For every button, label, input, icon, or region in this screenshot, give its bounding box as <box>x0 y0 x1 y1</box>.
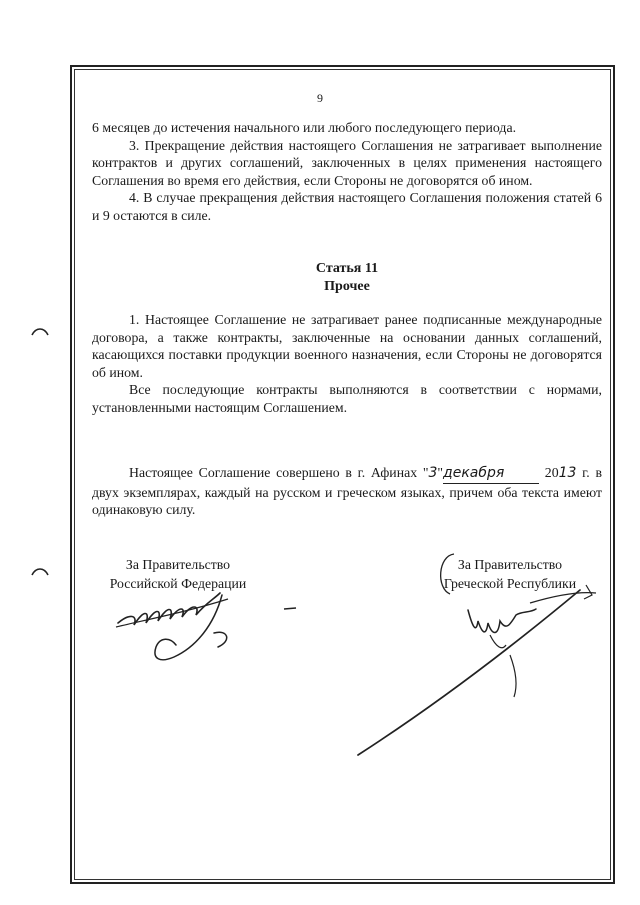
dash-mark <box>283 606 297 612</box>
closing-month: декабря <box>443 465 539 484</box>
margin-mark-lower <box>30 565 50 579</box>
text-block-top <box>92 119 602 225</box>
article-subtitle: Прочее <box>324 279 370 294</box>
closing-day: 3 <box>428 465 438 481</box>
closing-paragraph <box>92 464 602 519</box>
signatory-left-line1: За Правительство <box>125 557 231 572</box>
closing-suffix: г. <box>576 465 590 480</box>
signatory-right-line1: За Правительство <box>457 557 563 572</box>
margin-mark-upper <box>30 325 50 339</box>
closing-quote: " <box>437 465 444 480</box>
closing-rest: в двух экземплярах, каждый на русском и греческом языках, причем оба текста имеют одинаковую силу. <box>92 465 602 518</box>
paragraph-continuation: 6 месяцев до истечения начального или любого последующего периода. <box>92 120 517 135</box>
signatory-left-line2: Российской Федерации <box>109 576 247 591</box>
paragraph-clause-3: 3. Прекращение действия настоящего Соглашения не затрагивает выполнение контрактов и других соглашений, заключенных в целях применения настоящего Соглашения во время его действия, если Стороны не договорятся об ином. <box>92 137 602 188</box>
closing-line <box>92 464 602 519</box>
signature-russian-side <box>110 585 250 685</box>
signatory-right-line2: Греческой Республики <box>443 576 577 591</box>
paragraph-article-clause-1: 1. Настоящее Соглашение не затрагивает ранее подписанные международные договора, а также контракты, заключенные на основании данных соглашений, касающихся поставки продукции военного назначения, если Стороны не договорятся об ином. <box>92 312 602 380</box>
closing-year-prefix: 20 <box>544 465 559 480</box>
closing-year-suffix: 13 <box>558 465 577 481</box>
page-number: 9 <box>317 91 323 105</box>
paragraph-article-clause-2: Все последующие контракты выполняются в соответствии с нормами, установленными настоящим Соглашением. <box>92 382 602 415</box>
closing-prefix: Настоящее Соглашение совершено в г. Афинах " <box>129 465 429 480</box>
article-title: Статья 11 <box>315 261 379 276</box>
paragraph-clause-4: 4. В случае прекращения действия настоящего Соглашения положения статей 6 и 9 остаются в силе. <box>92 190 602 223</box>
signature-greek-side <box>340 575 610 770</box>
text-block-article <box>92 311 602 417</box>
